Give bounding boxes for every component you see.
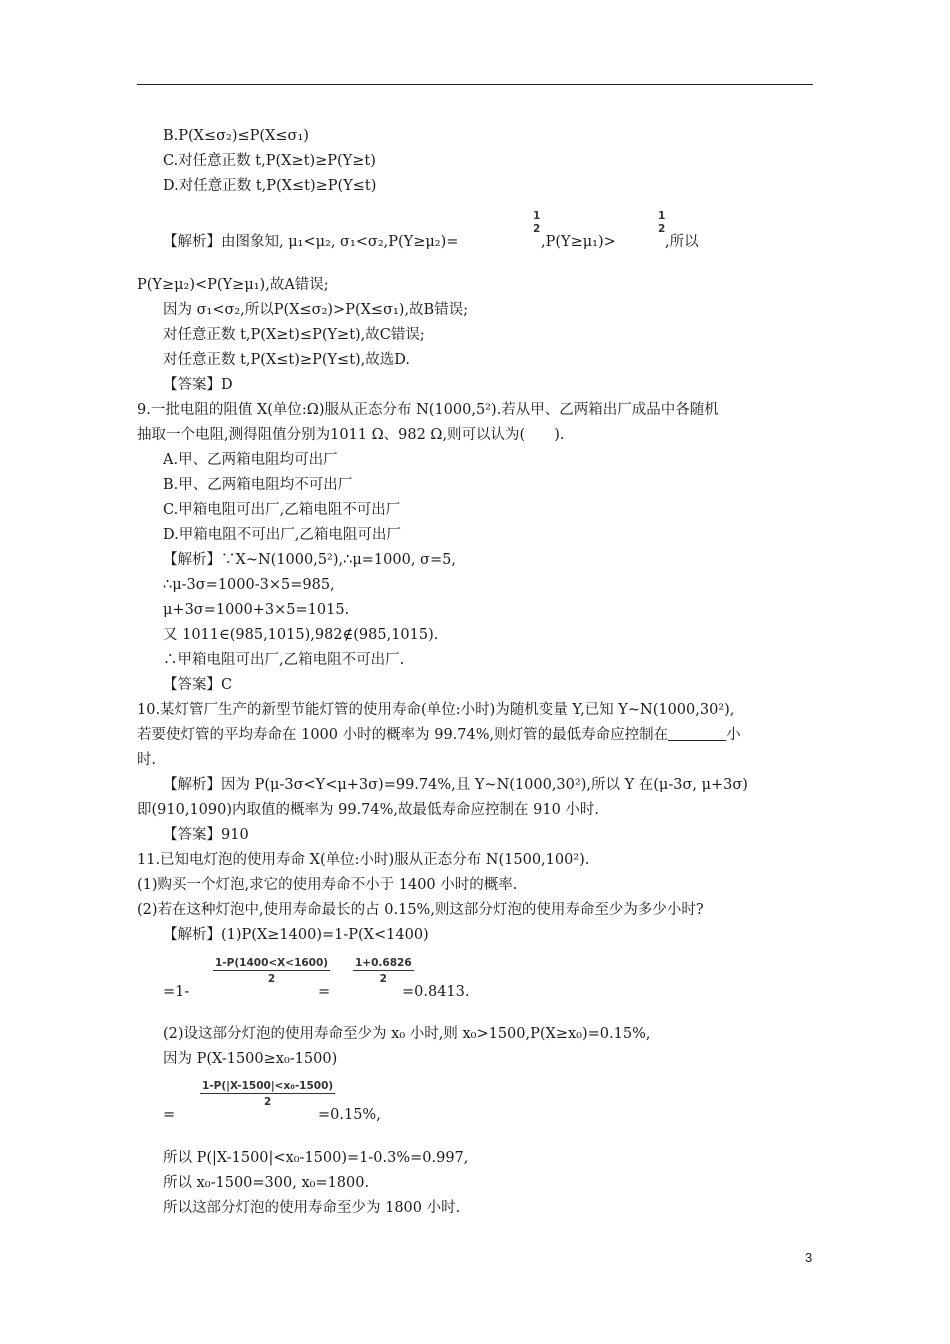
option-d-line: D.甲箱电阻不可出厂,乙箱电阻可出厂 — [163, 527, 401, 543]
text-line: 即(910,1090)内取值的概率为 99.74%,故最低寿命应控制在 910 小时. — [137, 802, 600, 818]
text-line: μ+3σ=1000+3×5=1015. — [163, 602, 350, 618]
question-10: 10.某灯管厂生产的新型节能灯管的使用寿命(单位:小时)为随机变量 Y,已知 Y~N(1000,30²), — [137, 702, 735, 718]
text-line: 对任意正数 t,P(X≥t)≤P(Y≥t),故C错误; — [163, 327, 425, 343]
question-11-part1: (1)购买一个灯泡,求它的使用寿命不小于 1400 小时的概率. — [137, 877, 518, 893]
text-line: 对任意正数 t,P(X≤t)≥P(Y≤t),故选D. — [163, 352, 411, 368]
fraction-denominator: 2 — [658, 223, 666, 235]
option-d-line: D.对任意正数 t,P(X≤t)≥P(Y≤t) — [163, 178, 377, 194]
question-10-cont — [137, 725, 741, 745]
fraction-half-1 — [533, 210, 540, 236]
answer-line: 【答案】D — [163, 377, 233, 393]
question-11: 11.已知电灯泡的使用寿命 X(单位:小时)服从正态分布 N(1500,100²). — [137, 852, 590, 868]
equation-part: =1- — [163, 984, 190, 1000]
text-span: 小 — [726, 727, 741, 743]
text-line: (2)设这部分灯泡的使用寿命至少为 x₀ 小时,则 x₀>1500,P(X≥x₀)=0.15%, — [163, 1026, 651, 1042]
analysis-line-part3: ,所以 — [665, 234, 699, 250]
analysis-line: 【解析】(1)P(X≥1400)=1-P(X<1400) — [163, 927, 429, 943]
text-span: 若要使灯管的平均寿命在 1000 小时的概率为 99.74%,则灯管的最低寿命应控制在 — [137, 727, 669, 743]
text-line: P(Y≥μ₂)<P(Y≥μ₁),故A错误; — [137, 277, 329, 293]
fraction-1 — [213, 957, 330, 985]
fraction-2 — [353, 957, 414, 985]
equation-part: =0.15%, — [318, 1107, 381, 1123]
text-line: ∴甲箱电阻可出厂,乙箱电阻不可出厂. — [163, 652, 405, 668]
fraction-denominator: 2 — [533, 223, 541, 235]
text-line: 因为 σ₁<σ₂,所以P(X≤σ₂)>P(X≤σ₁),故B错误; — [163, 302, 469, 318]
fraction-numerator: 1+0.6826 — [355, 957, 412, 969]
header-rule — [137, 84, 813, 85]
answer-line: 【答案】910 — [163, 827, 249, 843]
text-line: 所以这部分灯泡的使用寿命至少为 1800 小时. — [163, 1200, 461, 1216]
fraction-denominator: 2 — [267, 973, 276, 985]
answer-line: 【答案】C — [163, 677, 233, 693]
text-line: 因为 P(X-1500≥x₀-1500) — [163, 1051, 338, 1067]
text-line: 时. — [137, 752, 157, 768]
question-9: 9.一批电阻的阻值 X(单位:Ω)服从正态分布 N(1000,5²).若从甲、乙两箱出厂成品中各随机 — [137, 402, 719, 418]
fraction-denominator: 2 — [379, 973, 387, 985]
analysis-line: 【解析】因为 P(μ-3σ<Y<μ+3σ)=99.74%,且 Y~N(1000,30²),所以 Y 在(μ-3σ, μ+3σ) — [163, 777, 748, 793]
equation-part: =0.8413. — [402, 984, 470, 1000]
text-line: ∴μ-3σ=1000-3×5=985, — [163, 577, 335, 593]
text-line: 所以 P(|X-1500|<x₀-1500)=1-0.3%=0.997, — [163, 1150, 469, 1166]
analysis-line: 【解析】∵X~N(1000,5²),∴μ=1000, σ=5, — [163, 552, 456, 568]
option-c-line: C.甲箱电阻可出厂,乙箱电阻不可出厂 — [163, 502, 401, 518]
equation-part: = — [163, 1107, 176, 1123]
text-line: 所以 x₀-1500=300, x₀=1800. — [163, 1175, 370, 1191]
fraction-denominator: 2 — [263, 1096, 272, 1108]
fraction-numerator: 1 — [533, 210, 541, 222]
fraction-numerator: 1-P(|X-1500|<x₀-1500) — [202, 1080, 334, 1092]
question-11-part2: (2)若在这种灯泡中,使用寿命最长的占 0.15%,则这部分灯泡的使用寿命至少为多少小时? — [137, 902, 704, 918]
analysis-line-part2: ,P(Y≥μ₁)> — [541, 234, 616, 250]
question-9-cont: 抽取一个电阻,测得阻值分别为1011 Ω、982 Ω,则可以认为( ). — [137, 427, 565, 443]
fraction-3 — [200, 1080, 335, 1108]
equation-part: = — [318, 984, 331, 1000]
fraction-numerator: 1-P(1400<X<1600) — [215, 957, 329, 969]
analysis-line-part1: 【解析】由图象知, μ₁<μ₂, σ₁<σ₂,P(Y≥μ₂)= — [163, 234, 459, 250]
answer-blank — [668, 726, 726, 741]
option-c-line: C.对任意正数 t,P(X≥t)≥P(Y≥t) — [163, 153, 376, 169]
text-line: 又 1011∈(985,1015),982∉(985,1015). — [163, 627, 439, 643]
option-b-line: B.P(X≤σ₂)≤P(X≤σ₁) — [163, 128, 309, 144]
page-number: 3 — [805, 1250, 813, 1265]
option-b-line: B.甲、乙两箱电阻均不可出厂 — [163, 477, 353, 493]
option-a-line: A.甲、乙两箱电阻均可出厂 — [163, 452, 338, 468]
fraction-numerator: 1 — [658, 210, 666, 222]
